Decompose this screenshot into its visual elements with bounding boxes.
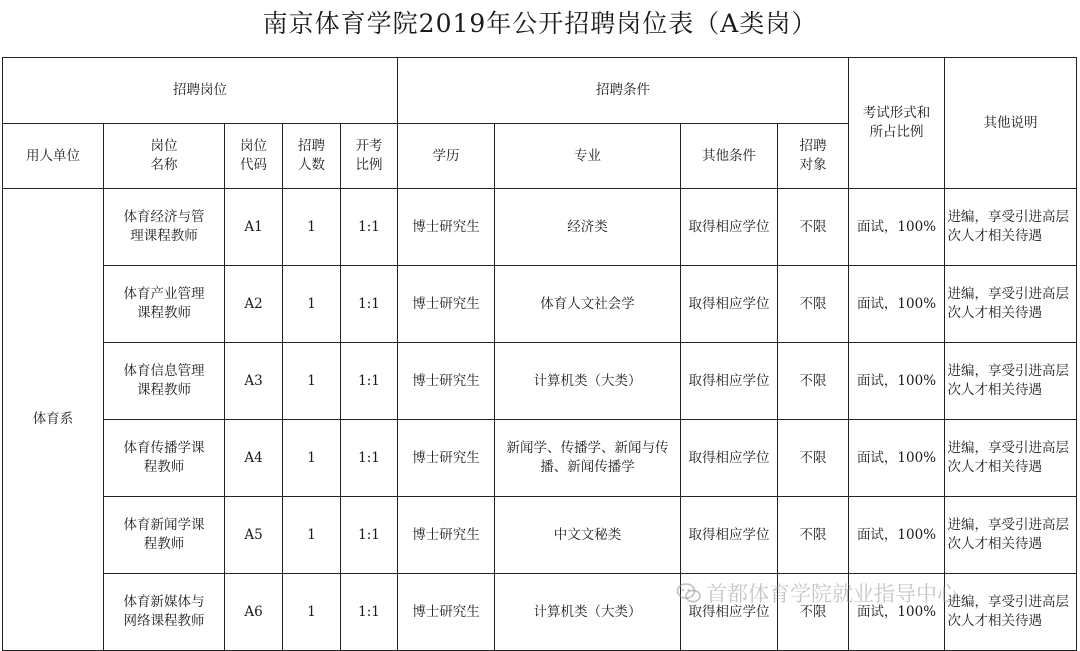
header-post-name: 岗位名称: [104, 124, 225, 189]
post-name-cell: 体育新媒体与网络课程教师: [104, 574, 225, 651]
note-cell: 进编，享受引进高层次人才相关待遇: [945, 189, 1077, 266]
post-code-cell: A6: [225, 574, 283, 651]
education-cell: 博士研究生: [398, 497, 495, 574]
header-group-conditions: 招聘条件: [398, 58, 849, 124]
header-unit: 用人单位: [3, 124, 104, 189]
watermark-text: 首都体育学院就业指导中心: [706, 582, 958, 606]
post-code-cell: A1: [225, 189, 283, 266]
major-cell: 经济类: [495, 189, 681, 266]
major-cell: 新闻学、传播学、新闻与传播、新闻传播学: [495, 420, 681, 497]
education-cell: 博士研究生: [398, 420, 495, 497]
other-condition-cell: 取得相应学位: [681, 420, 778, 497]
ratio-cell: 1:1: [341, 497, 398, 574]
post-name-cell: 体育经济与管理课程教师: [104, 189, 225, 266]
count-cell: 1: [283, 497, 341, 574]
major-cell: 体育人文社会学: [495, 266, 681, 343]
count-cell: 1: [283, 189, 341, 266]
education-cell: 博士研究生: [398, 266, 495, 343]
other-condition-cell: 取得相应学位: [681, 574, 778, 651]
header-ratio: 开考比例: [341, 124, 398, 189]
note-cell: 进编，享受引进高层次人才相关待遇: [945, 266, 1077, 343]
count-cell: 1: [283, 420, 341, 497]
ratio-cell: 1:1: [341, 574, 398, 651]
header-target: 招聘对象: [778, 124, 849, 189]
major-cell: 中文文秘类: [495, 497, 681, 574]
unit-cell: 体育系: [3, 189, 104, 651]
post-name-cell: 体育新闻学课程教师: [104, 497, 225, 574]
table-row: [3, 343, 1077, 420]
exam-cell: 面试，100%: [849, 420, 945, 497]
ratio-cell: 1:1: [341, 420, 398, 497]
target-cell: 不限: [778, 343, 849, 420]
target-cell: 不限: [778, 189, 849, 266]
education-cell: 博士研究生: [398, 574, 495, 651]
count-cell: 1: [283, 574, 341, 651]
major-cell: 计算机类（大类）: [495, 343, 681, 420]
header-major: 专业: [495, 124, 681, 189]
post-name-cell: 体育信息管理课程教师: [104, 343, 225, 420]
recruitment-table: [2, 57, 1077, 651]
count-cell: 1: [283, 266, 341, 343]
target-cell: 不限: [778, 497, 849, 574]
education-cell: 博士研究生: [398, 189, 495, 266]
target-cell: 不限: [778, 574, 849, 651]
page-title: 南京体育学院2019年公开招聘岗位表（A类岗）: [262, 9, 818, 38]
other-condition-cell: 取得相应学位: [681, 266, 778, 343]
header-post-code: 岗位代码: [225, 124, 283, 189]
exam-cell: 面试，100%: [849, 497, 945, 574]
table-row: [3, 497, 1077, 574]
exam-cell: 面试，100%: [849, 574, 945, 651]
note-cell: 进编，享受引进高层次人才相关待遇: [945, 420, 1077, 497]
target-cell: 不限: [778, 420, 849, 497]
header-exam: 考试形式和所占比例: [849, 58, 945, 189]
other-condition-cell: 取得相应学位: [681, 343, 778, 420]
post-name-cell: 体育产业管理课程教师: [104, 266, 225, 343]
post-code-cell: A5: [225, 497, 283, 574]
target-cell: 不限: [778, 266, 849, 343]
note-cell: 进编，享受引进高层次人才相关待遇: [945, 574, 1077, 651]
table-row: [3, 189, 1077, 266]
ratio-cell: 1:1: [341, 266, 398, 343]
major-cell: 计算机类（大类）: [495, 574, 681, 651]
count-cell: 1: [283, 343, 341, 420]
post-code-cell: A4: [225, 420, 283, 497]
post-code-cell: A2: [225, 266, 283, 343]
post-code-cell: A3: [225, 343, 283, 420]
education-cell: 博士研究生: [398, 343, 495, 420]
note-cell: 进编，享受引进高层次人才相关待遇: [945, 343, 1077, 420]
header-count: 招聘人数: [283, 124, 341, 189]
table-row: [3, 266, 1077, 343]
table-row: [3, 574, 1077, 651]
header-group-post: 招聘岗位: [3, 58, 398, 124]
ratio-cell: 1:1: [341, 189, 398, 266]
ratio-cell: 1:1: [341, 343, 398, 420]
exam-cell: 面试，100%: [849, 343, 945, 420]
header-education: 学历: [398, 124, 495, 189]
other-condition-cell: 取得相应学位: [681, 497, 778, 574]
other-condition-cell: 取得相应学位: [681, 189, 778, 266]
table-row: [3, 420, 1077, 497]
note-cell: 进编，享受引进高层次人才相关待遇: [945, 497, 1077, 574]
exam-cell: 面试，100%: [849, 266, 945, 343]
header-note: 其他说明: [945, 58, 1077, 189]
header-other: 其他条件: [681, 124, 778, 189]
exam-cell: 面试，100%: [849, 189, 945, 266]
post-name-cell: 体育传播学课程教师: [104, 420, 225, 497]
